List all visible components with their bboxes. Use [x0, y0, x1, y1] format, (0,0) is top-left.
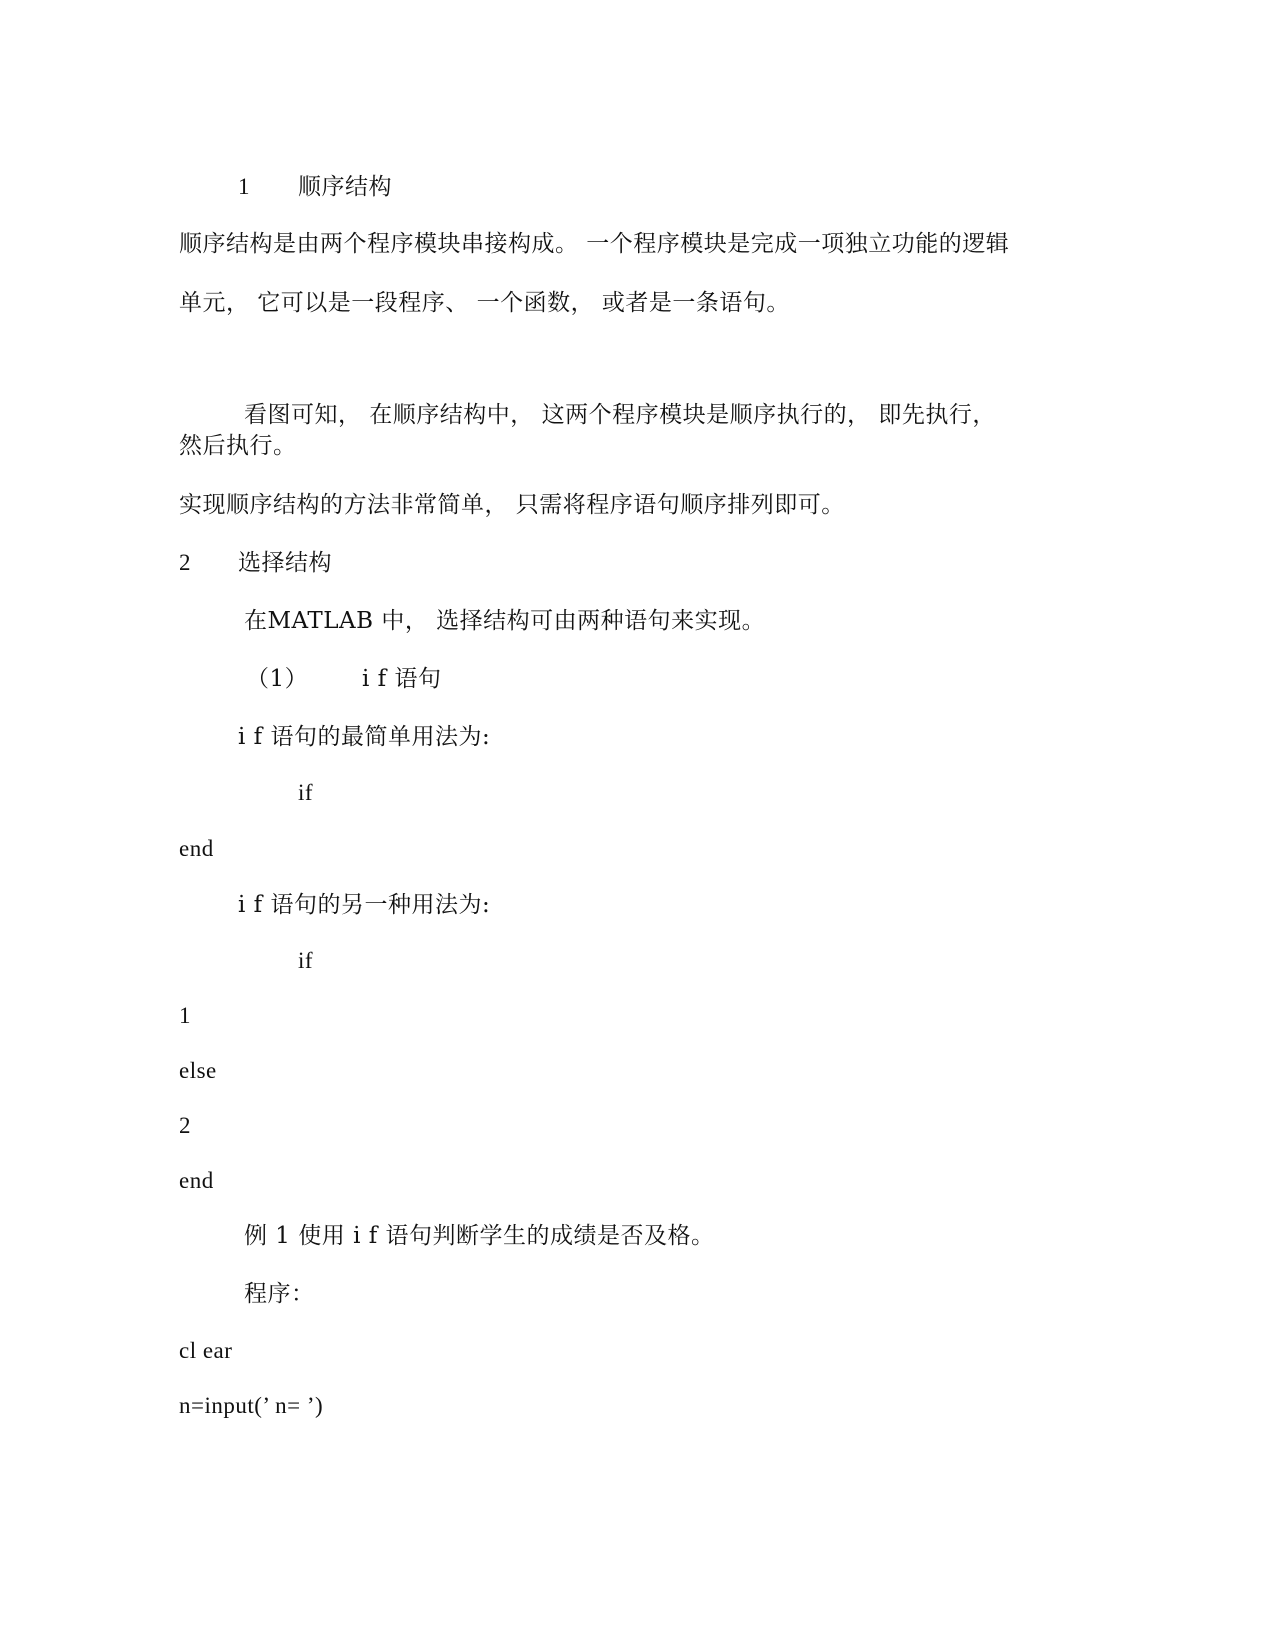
program-label: 程序： [244, 1281, 315, 1307]
subsection-1-title: i f 语句 [362, 666, 442, 692]
section-1-paragraph-2-line-2: 然后执行。 [179, 433, 297, 459]
code-line: 2 [179, 1113, 191, 1138]
example-1-heading: 例 1 使用 i f 语句判断学生的成绩是否及格。 [244, 1223, 715, 1249]
section-2-title: 选择结构 [238, 550, 332, 576]
other-usage-heading: i f 语句的另一种用法为: [238, 892, 491, 918]
code-line: end [179, 836, 214, 861]
code-line: n=input(’ n= ’) [179, 1393, 324, 1418]
section-1-paragraph-3: 实现顺序结构的方法非常简单， 只需将程序语句顺序排列即可。 [179, 492, 845, 518]
simple-usage-heading: i f 语句的最简单用法为: [238, 724, 491, 750]
section-2-intro: 在MATLAB 中， 选择结构可由两种语句来实现。 [244, 608, 766, 634]
subsection-1-number: （1） [246, 666, 309, 692]
code-line: if [298, 780, 314, 805]
code-line: else [179, 1058, 217, 1083]
section-1-paragraph-1-line-2: 单元， 它可以是一段程序、 一个函数， 或者是一条语句。 [179, 290, 790, 316]
section-1-title: 顺序结构 [298, 174, 392, 200]
section-1-paragraph-2-line-1: 看图可知， 在顺序结构中， 这两个程序模块是顺序执行的， 即先执行， [244, 402, 996, 428]
code-line: if [298, 948, 314, 973]
code-line: cl ear [179, 1338, 233, 1363]
section-1-number: 1 [238, 174, 250, 199]
section-2-number: 2 [179, 550, 191, 575]
code-line: end [179, 1168, 214, 1193]
code-line: 1 [179, 1003, 191, 1028]
section-1-paragraph-1-line-1: 顺序结构是由两个程序模块串接构成。 一个程序模块是完成一项独立功能的逻辑 [179, 231, 1010, 257]
